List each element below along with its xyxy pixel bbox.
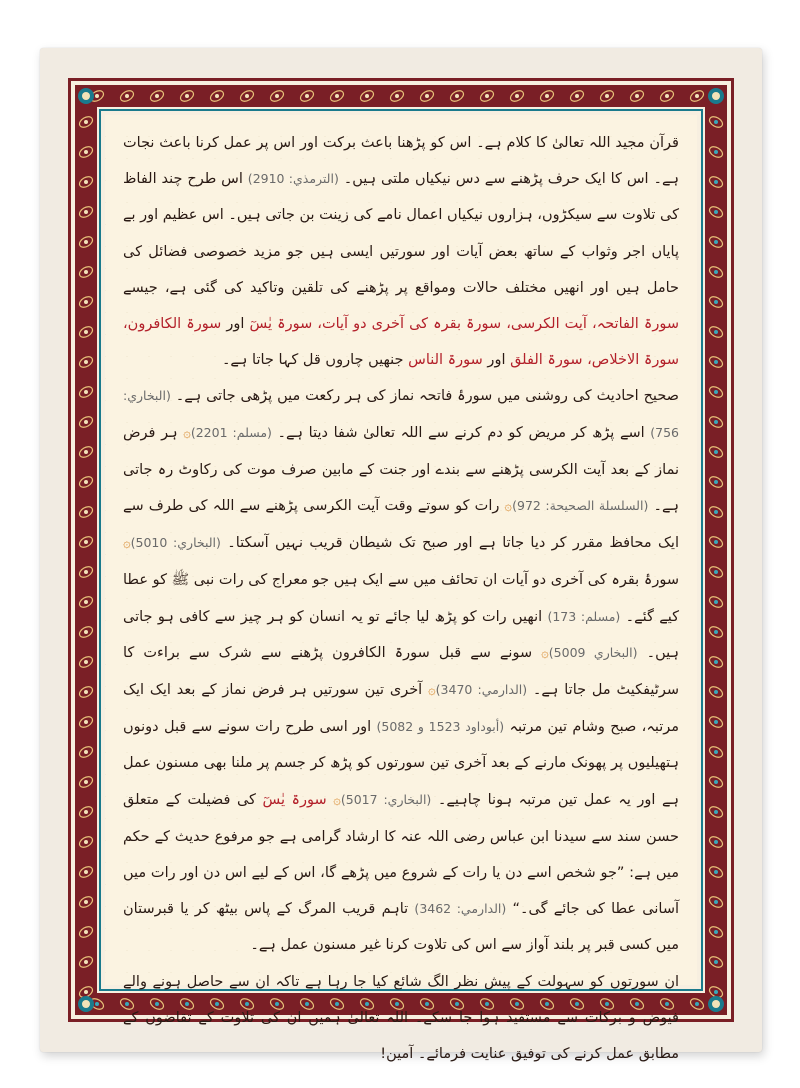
body-text: اسے پڑھ کر مریض کو دم کرنے سے اللہ تعالیٰ شفا دیتا ہے۔ bbox=[271, 424, 651, 441]
body-text: صحیح احادیث کی روشنی میں سورۂ فاتحہ نماز کی ہر رکعت میں پڑھی جاتی ہے۔ bbox=[170, 388, 679, 405]
text-panel bbox=[105, 115, 697, 1063]
body-text: اور bbox=[482, 352, 511, 369]
body-text: قرآن مجید اللہ تعالیٰ کا کلام ہے۔ اس کو پڑھنا باعث برکت اور اس پر عمل کرنا باعث نجات ہے۔ اس کا ایک حرف پڑھنے سے دس نیکیاں ملتی ہیں۔ bbox=[123, 135, 679, 188]
body-text: جنھیں چاروں قل کہا جاتا ہے۔ bbox=[221, 352, 409, 369]
paragraph-2 bbox=[123, 378, 679, 963]
star-ornament-icon: ۞ bbox=[123, 536, 131, 552]
hadith-reference: (الدارمي: 3470) bbox=[435, 682, 528, 698]
body-text: انھیں رات کو پڑھ لیا جائے تو یہ انسان کو ہر چیز سے کافی ہو جاتی ہیں۔ bbox=[123, 608, 680, 661]
surah-name-highlight: سورۃ الناس bbox=[408, 352, 483, 369]
star-ornament-icon: ۞ bbox=[183, 425, 191, 441]
body-text: تاہم قریب المرگ کے پاس بیٹھ کر یا قبرستان میں کسی قبر پر بلند آواز سے اس کی تلاوت کرنا غیر مسنون عمل ہے۔ bbox=[123, 901, 679, 954]
ornamental-frame bbox=[68, 78, 734, 1063]
body-text: ہر فرض نماز کے بعد آیت الکرسی پڑھنے سے بندے اور جنت کے مابین صرف موت کی رکاوٹ رہ جاتی ہے۔ bbox=[123, 424, 679, 515]
hadith-reference: (الترمذي: 2910) bbox=[247, 171, 339, 187]
hadith-reference: (مسلم: 2201) bbox=[190, 424, 272, 440]
star-ornament-icon: ۞ bbox=[541, 645, 549, 661]
paragraph-1 bbox=[123, 125, 679, 378]
hadith-reference: (السلسلة الصحيحة: 972) bbox=[512, 498, 649, 514]
body-text: آخری تین سورتیں ہر فرض نماز کے بعد ایک ایک مرتبہ، صبح وشام تین مرتبہ bbox=[123, 682, 679, 736]
body-text: کی فضیلت کے متعلق حسن سند سے سیدنا ابن عباس رضی اللہ عنہ کا ارشاد گرامی ہے جو مرفوع حدیث کے حکم میں ہے: ”جو شخص اسے دن یا رات کے شروع میں پڑھے گا، اس کے لیے اس دن اور رات میں آسانی عطا کی جائے گی۔“ bbox=[123, 791, 679, 918]
hadith-reference: (البخاري: 756) bbox=[123, 388, 679, 440]
surah-name-highlight: سورۃ الکافرون، سورۃ الاخلاص، سورۃ الفلق bbox=[123, 316, 679, 369]
body-text: رات کو سوتے وقت آیت الکرسی پڑھنے سے اللہ کی طرف سے ایک محافظ مقرر کر دیا جاتا ہے اور صبح تک شیطان قریب نہیں آسکتا۔ bbox=[123, 498, 679, 552]
hadith-reference: (البخاري 5009) bbox=[548, 644, 638, 660]
paragraph-3 bbox=[123, 964, 679, 1073]
hadith-reference: (الدارمي: 3462) bbox=[414, 901, 507, 917]
surah-name-highlight: سورۃ یٰسٓ bbox=[262, 791, 327, 808]
body-text: اس طرح چند الفاظ کی تلاوت سے سیکڑوں، ہزاروں نیکیاں اعمال نامے کی زینت بن جاتی ہیں۔ اس عظیم اور بے پایاں اجر وثواب کے ساتھ بعض آیات اور سورتیں ایسی ہیں جو مزید خصوصی فضائل کی حامل ہیں اور انھیں مختلف حالات ومواقع پر پڑھنے کی تلقین وتاکید کی گئی ہے، جیسے bbox=[123, 171, 679, 296]
hadith-reference: (البخاري: 5017) bbox=[340, 791, 432, 807]
body-text: ان سورتوں کو سہولت کے پیش نظر الگ شائع کیا جا رہا ہے تاکہ ان سے حاصل ہونے والے فیوض و برکات سے مستفید ہوا جا سکے۔ اللہ تعالیٰ ہمیں ان کی تلاوت کے تقاضوں کے مطابق عمل کرنے کی توفیق عنایت فرمائے۔ آمین! bbox=[123, 973, 679, 1063]
star-ornament-icon: ۞ bbox=[333, 792, 341, 808]
star-ornament-icon: ۞ bbox=[504, 499, 513, 515]
hadith-reference: (مسلم: 173) bbox=[547, 608, 621, 624]
hadith-reference: (البخاري: 5010) bbox=[130, 535, 221, 551]
star-ornament-icon: ۞ bbox=[428, 683, 436, 699]
hadith-reference: (أبوداود 1523 و 5082) bbox=[376, 719, 505, 735]
body-text: اور اسی طرح رات سونے سے قبل دونوں ہتھیلیوں پر پھونک مارنے کے بعد آخری تین سورتوں کو پڑھ کر جسم پر ملنا بھی مسنون عمل ہے اور یہ عمل تین مرتبہ ہونا چاہیے۔ bbox=[123, 719, 679, 808]
body-text: سونے سے قبل سورۃ الکافرون پڑھنے سے شرک سے براءت کا سرٹیفکیٹ مل جاتا ہے۔ bbox=[123, 644, 679, 699]
surah-name-highlight: سورۃ الفاتحہ، آیت الکرسی، سورۃ بقرہ کی آخری دو آیات، سورۃ یٰسٓ bbox=[249, 316, 679, 333]
body-text: سورۂ بقرہ کی آخری دو آیات ان تحائف میں سے ایک ہیں جو معراج کی رات نبی ﷺ کو عطا کیے گئے۔ bbox=[123, 572, 679, 625]
book-page bbox=[40, 48, 762, 1063]
body-text: اور bbox=[221, 316, 250, 333]
